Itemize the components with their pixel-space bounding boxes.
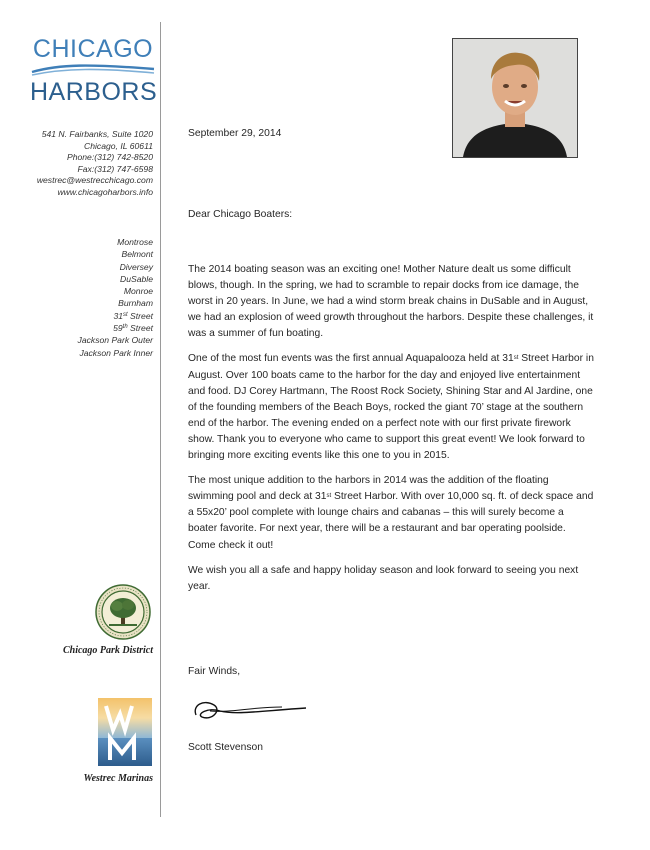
- paragraph-text: Street Harbor in August. Over 100 boats came to the harbor for the day and enjoyed live entertainment and food. DJ Corey Hartmann, The Roost Rock Society, Shining Star and Al Jardine, one of the founding members of the Beach Boys, rocked the giant 70’ stage at the southern end of the harbor. The evening ended on a perfect note with our first private firework show. Thank you to everyone who came to support this great event! We look forward to bringing more exciting events like this one to you in 2015.: [188, 353, 594, 462]
- harbor-item: Burnham: [118, 298, 153, 309]
- ordinal-suffix: st: [326, 493, 332, 500]
- westrec-marinas-logo: [98, 698, 152, 766]
- harbor-list: [78, 236, 153, 359]
- harbor-item: Belmont: [121, 249, 153, 260]
- harbor-item: Monroe: [123, 286, 153, 297]
- harbor-item: Jackson Park Outer: [77, 335, 153, 346]
- paragraph: [188, 473, 594, 553]
- city: Chicago, IL 60611: [84, 140, 153, 151]
- paragraph: [188, 351, 594, 464]
- paragraph-text: Street Harbor. With over 10,000 sq. ft. of deck space and a 55x20’ pool complete with lounge chairs and cabanas – this will surely become a boater favorite. For next year, there will be a restaurant and bar operating poolside. Come check it out!: [188, 491, 594, 551]
- tree-seal-icon: [95, 584, 151, 640]
- ordinal-suffix: st: [513, 355, 519, 362]
- paragraph-text: The most unique addition to the harbors in 2014 was the addition of the floating swimming pool and deck at 31: [188, 475, 549, 503]
- fax: Fax:(312) 747-6598: [77, 163, 153, 174]
- signature-icon: [190, 693, 308, 727]
- contact-info: [37, 129, 153, 199]
- website-link[interactable]: www.chicagoharbors.info: [57, 186, 153, 197]
- harbor-item: Diversey: [119, 261, 153, 272]
- westrec-marinas-name: Westrec Marinas: [83, 773, 153, 784]
- address: 541 N. Fairbanks, Suite 1020: [41, 129, 153, 139]
- ordinal-suffix: st: [123, 311, 128, 318]
- greeting: Dear Chicago Boaters:: [188, 209, 293, 220]
- logo-text-chicago: CHICAGO: [32, 35, 154, 63]
- signer-name: Scott Stevenson: [188, 742, 263, 753]
- harbor-street: Street: [127, 323, 153, 334]
- harbor-item: [78, 322, 153, 334]
- harbor-street: Street: [127, 310, 153, 321]
- paragraph-text: One of the most fun events was the first annual Aquapalooza held at 31: [188, 353, 514, 365]
- ordinal-suffix: th: [122, 324, 128, 331]
- park-district-name: Chicago Park District: [62, 645, 153, 656]
- vertical-divider: [160, 22, 161, 817]
- harbor-number: 59: [113, 323, 123, 334]
- chicago-harbors-logo: [30, 36, 156, 105]
- paragraph: The 2014 boating season was an exciting one! Mother Nature dealt us some difficult blows, though. In the spring, we had to scramble to repair docks from ice damage, the worst in 20 years. In June, we had a wind storm break chains in DuSable and in August, we had an explosion of weed growth throughout the harbors. Despite these challenges, it was a summer of fun boating.: [188, 264, 594, 340]
- logo-text-harbors: HARBORS: [30, 78, 158, 106]
- harbor-item: DuSable: [120, 273, 153, 284]
- closing: Fair Winds,: [188, 666, 241, 677]
- park-district-seal: [95, 584, 151, 640]
- letter-date: September 29, 2014: [188, 128, 282, 139]
- harbor-item: Montrose: [117, 237, 153, 247]
- harbor-item: [78, 310, 153, 322]
- email-link[interactable]: westrec@westrecchicago.com: [36, 175, 153, 186]
- paragraph: We wish you all a safe and happy holiday season and look forward to seeing you next year.: [188, 564, 579, 592]
- harbor-item: Jackson Park Inner: [79, 347, 153, 358]
- letter-body: [188, 262, 594, 604]
- waves-icon: [30, 63, 156, 77]
- phone: Phone:(312) 742-8520: [66, 152, 153, 163]
- harbor-number: 31: [113, 310, 123, 321]
